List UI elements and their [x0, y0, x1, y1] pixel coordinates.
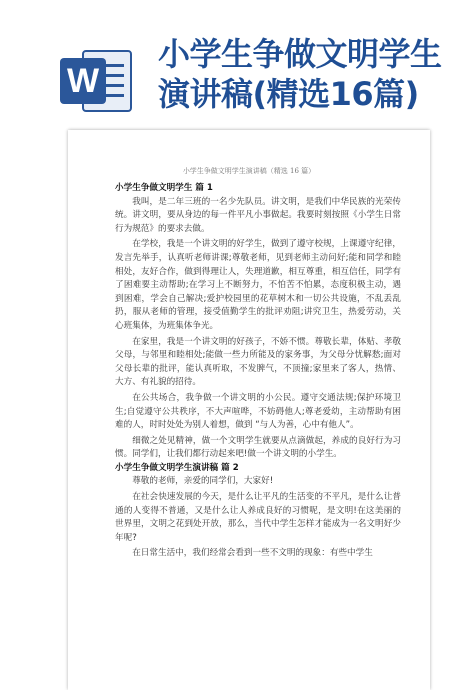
- section-heading-1: 小学生争做文明学生 篇 1: [115, 183, 213, 193]
- word-letter-icon: W: [60, 58, 106, 104]
- section-heading-2: 小学生争做文明学生演讲稿 篇 2: [115, 462, 239, 473]
- paragraph: 在日常生活中，我们经常会看到一些不文明的现象：有些中学生: [132, 548, 373, 559]
- paragraph: 尊敬的老师，亲爱的同学们，大家好!: [132, 476, 274, 487]
- paragraph: 在公共场合，我争做一个讲文明的小公民。遵守交通法规;保护环境卫生;自觉遵守公共秩序，不大声喧哗，不妨碍他人;尊老爱幼，主动帮助有困难的人，时时处处为别人着想，做到 “与人为善，心中有他人”。: [115, 392, 401, 431]
- paragraph: 我叫，是二年三班的一名少先队员。讲文明，是我们中华民族的光荣传统。讲文明，要从身边的每一件平凡小事做起。我要时刻按照《小学生日常行为规范》的要求去做。: [115, 196, 401, 234]
- paragraph: 在社会快速发展的今天，是什么让平凡的生活变的不平凡，是什么让普通的人变得不普通，又是什么让人养成良好的习惯呢，是文明!在这美丽的世界里，文明之花到处开放，那么，当代中学生怎样才能成为一名文明好少年呢?: [115, 492, 401, 543]
- document-body: [115, 182, 401, 561]
- document-page: [68, 130, 430, 690]
- word-doc-icon: [60, 46, 134, 116]
- running-header: 小学生争做文明学生演讲稿（精选 16 篇）: [182, 167, 316, 175]
- paragraph: 细微之处见精神，做一个文明学生就要从点滴做起，养成的良好行为习惯。同学们，让我们都行动起来吧!做一个讲文明的小学生。: [115, 435, 401, 460]
- paragraph: 在学校，我是一个讲文明的好学生，做到了遵守校规，上课遵守纪律，发言先举手，认真听老师讲课;尊敬老师，见到老师主动问好;能和同学和睦相处，友好合作，做到得理让人，失理道歉，相互尊重，相互信任，同学有了困难要主动帮助;在学习上不断努力，不怕苦不怕累，态度积极主动，遇到困难，学会自己解决;爱护校园里的花草树木和一切公共设施，不乱丢乱扔，服从老师的管理，接受值勤学生的批评劝阻;讲究卫生，热爱劳动，关心班集体，为班集体争光。: [115, 239, 401, 331]
- page-title: 小学生争做文明学生演讲稿(精选16篇): [158, 35, 442, 113]
- paragraph: 在家里，我是一个讲文明的好孩子，不娇不惯。尊敬长辈，体贴、孝敬父母，与邻里和睦相处;能做一些力所能及的家务事，为父母分忧解愁;面对父母长辈的批评，能认真听取，不发脾气，不顶撞;家里来了客人，热情、大方、有礼貌的招待。: [115, 336, 401, 388]
